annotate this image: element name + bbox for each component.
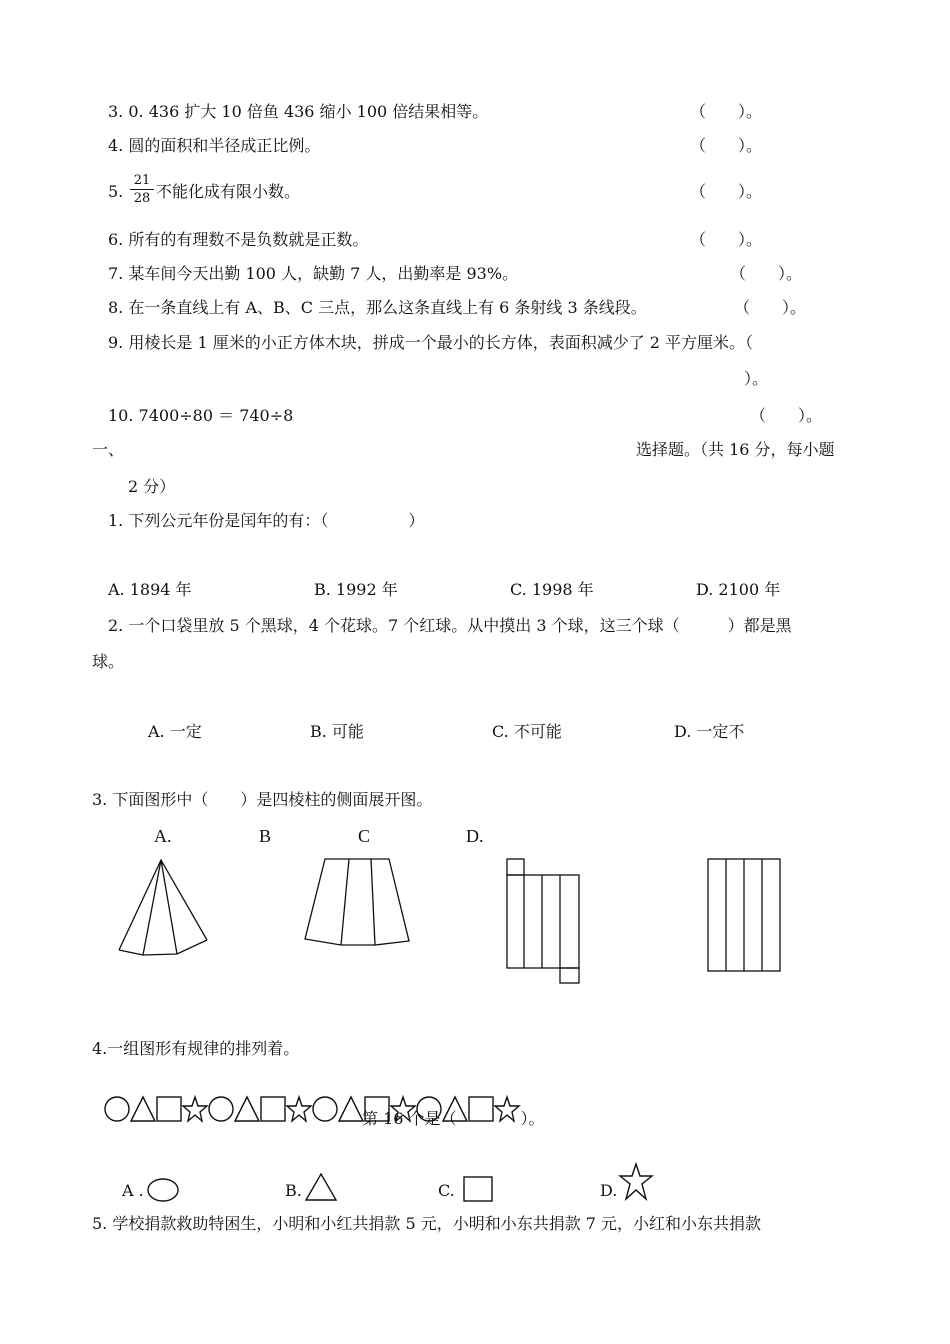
section-number: 一、 bbox=[92, 440, 125, 459]
answer-paren: ）。 bbox=[744, 369, 769, 388]
judgement-item-6: 6. 所有的有理数不是负数就是正数。 bbox=[108, 230, 369, 249]
frustum-net-figure bbox=[303, 855, 413, 947]
question-4-option-d: D. bbox=[600, 1181, 618, 1200]
answer-paren: （ ）。 bbox=[730, 264, 803, 283]
section-title-cont: 2 分） bbox=[128, 477, 176, 496]
section-title: 选择题。（共 16 分，每小题 bbox=[636, 440, 835, 459]
question-3-stem: 3. 下面图形中（ ）是四棱柱的侧面展开图。 bbox=[92, 790, 433, 809]
square-icon bbox=[462, 1175, 494, 1203]
pyramid-net-figure bbox=[115, 855, 210, 955]
answer-paren: （ ）。 bbox=[734, 298, 807, 317]
triangle-icon bbox=[304, 1172, 338, 1202]
question-4-option-c: C. bbox=[438, 1181, 455, 1200]
judgement-item-9: 9. 用棱长是 1 厘米的小正方体木块，拼成一个最小的长方体，表面积减少了 2 平方厘米。（ bbox=[108, 333, 754, 352]
question-2-stem: 2. 一个口袋里放 5 个黑球，4 个花球。7 个红球。从中摸出 3 个球，这三个球（ ）都是黑 bbox=[108, 616, 792, 635]
question-4-option-a: A . bbox=[122, 1181, 144, 1200]
question-1-option-d: D. 2100 年 bbox=[696, 580, 781, 599]
star-icon bbox=[618, 1162, 654, 1202]
figure-label-c: C bbox=[358, 826, 371, 846]
fraction-denominator: 28 bbox=[133, 191, 151, 206]
question-1-option-c: C. 1998 年 bbox=[510, 580, 594, 599]
judgement-item-7: 7. 某车间今天出勤 100 人，缺勤 7 人，出勤率是 93%。 bbox=[108, 264, 519, 283]
judgement-item-8: 8. 在一条直线上有 A、B、C 三点，那么这条直线上有 6 条射线 3 条线段。 bbox=[108, 298, 647, 317]
question-2-option-b: B. 可能 bbox=[310, 722, 364, 741]
figure-label-d: D. bbox=[466, 826, 484, 846]
question-4-stem: 4.一组图形有规律的排列着。 bbox=[92, 1039, 300, 1058]
question-2-option-d: D. 一定不 bbox=[674, 722, 745, 741]
answer-paren: （ ）。 bbox=[690, 182, 763, 201]
question-2-option-c: C. 不可能 bbox=[492, 722, 562, 741]
prism-net-with-bases-figure bbox=[505, 857, 581, 985]
answer-paren: （ ）。 bbox=[690, 102, 763, 121]
judgement-item-4: 4. 圆的面积和半径成正比例。 bbox=[108, 136, 321, 155]
judgement-item-5-number: 5. bbox=[108, 182, 124, 201]
fraction bbox=[130, 173, 154, 206]
shape-sequence-figure bbox=[102, 1094, 532, 1126]
question-2-stem-cont: 球。 bbox=[92, 652, 125, 671]
prism-lateral-net-figure bbox=[706, 857, 782, 973]
judgement-item-5: 不能化成有限小数。 bbox=[156, 182, 301, 201]
answer-paren: （ ）。 bbox=[690, 230, 763, 249]
question-1-option-a: A. 1894 年 bbox=[108, 580, 192, 599]
answer-paren: （ ）。 bbox=[690, 136, 763, 155]
question-5-stem: 5. 学校捐款救助特困生，小明和小红共捐款 5 元，小明和小东共捐款 7 元，小红和小东共捐款 bbox=[92, 1214, 762, 1233]
figure-label-a: A. bbox=[154, 826, 172, 846]
question-2-option-a: A. 一定 bbox=[148, 722, 202, 741]
judgement-item-3: 3. 0. 436 扩大 10 倍鱼 436 缩小 100 倍结果相等。 bbox=[108, 102, 489, 121]
answer-paren: （ ）。 bbox=[750, 406, 823, 425]
judgement-item-10: 10. 7400÷80 ＝ 740÷8 bbox=[108, 406, 294, 425]
figure-label-b: B bbox=[259, 826, 272, 846]
fraction-numerator: 21 bbox=[133, 173, 151, 188]
question-1-option-b: B. 1992 年 bbox=[314, 580, 398, 599]
question-4-sequence-answer: 第 16 个是（ ）。 bbox=[362, 1109, 545, 1128]
question-1-stem: 1. 下列公元年份是闰年的有：（ ） bbox=[108, 511, 425, 530]
circle-icon bbox=[146, 1177, 180, 1203]
question-4-option-b: B. bbox=[285, 1181, 302, 1200]
